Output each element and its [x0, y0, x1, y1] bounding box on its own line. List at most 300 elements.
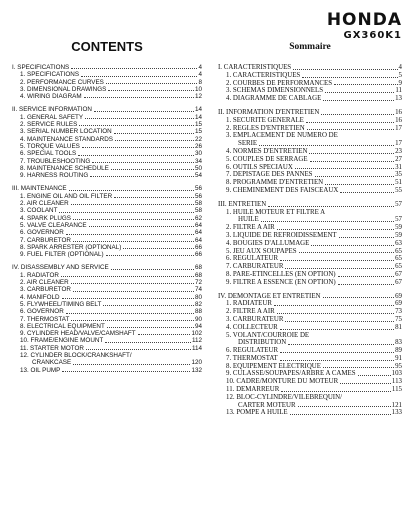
toc-entry — [12, 143, 202, 150]
sommaire-column — [218, 40, 402, 423]
dot-leader — [106, 255, 194, 256]
toc-section-heading — [218, 293, 402, 301]
dot-leader — [315, 176, 395, 177]
dot-leader — [293, 69, 397, 70]
dot-leader — [71, 283, 194, 284]
dot-leader — [323, 297, 395, 298]
toc-page-number: 62 — [194, 214, 202, 222]
toc-entry — [218, 156, 402, 164]
toc-page-number: 27 — [395, 155, 402, 163]
toc-page-number: 91 — [395, 354, 402, 362]
toc-page-number: 4 — [198, 71, 202, 79]
toc-page-number: 68 — [194, 271, 202, 279]
toc-page-number: 94 — [194, 322, 202, 330]
dot-leader — [323, 367, 394, 368]
dot-leader — [277, 313, 394, 314]
toc-entry — [218, 171, 402, 179]
dot-leader — [105, 342, 191, 343]
dot-leader — [280, 329, 394, 330]
toc-entry-label: 1. SPECIFICATIONS — [20, 71, 80, 79]
toc-section — [12, 264, 202, 373]
dot-leader — [306, 122, 394, 123]
toc-entry — [12, 294, 202, 301]
toc-entry-label: 8. ELECTRICAL EQUIPMENT — [20, 322, 105, 330]
dot-leader — [280, 352, 394, 353]
dot-leader — [73, 291, 194, 292]
toc-section-heading — [12, 106, 202, 113]
toc-page-number: 90 — [194, 315, 202, 323]
toc-section — [218, 201, 402, 287]
toc-entry — [218, 271, 402, 279]
toc-entry-label: IV. DISASSEMBLY AND SERVICE — [12, 264, 109, 272]
dot-leader — [81, 76, 197, 77]
toc-entry — [218, 402, 402, 410]
toc-entry-label: 2. REGLES D'ENTRETIEN — [226, 124, 305, 132]
toc-entry-label: 3. CARBURATEUR — [226, 315, 284, 323]
toc-page-number: 112 — [191, 337, 202, 345]
toc-page-number: 64 — [194, 229, 202, 237]
toc-entry — [218, 140, 402, 148]
toc-page-number: 67 — [395, 278, 402, 286]
toc-entry — [12, 301, 202, 308]
toc-page-number: 120 — [191, 359, 202, 367]
toc-page-number: 63 — [395, 239, 402, 247]
toc-entry-label: 3. LIQUIDE DE REFROIDISSEMENT — [226, 231, 337, 239]
dot-leader — [280, 360, 394, 361]
dot-leader — [61, 276, 194, 277]
toc-entry — [12, 193, 202, 200]
toc-page-number: 15 — [194, 121, 202, 129]
toc-page-number: 10 — [194, 85, 202, 93]
toc-entry — [218, 409, 402, 417]
toc-entry — [218, 332, 402, 340]
toc-entry — [218, 370, 402, 378]
toc-entry — [218, 224, 402, 232]
toc-entry-label: 1. CARACTERISTIQUES — [226, 71, 301, 79]
toc-entry — [218, 300, 402, 308]
dot-leader — [298, 406, 391, 407]
dot-leader — [340, 383, 391, 384]
dot-leader — [321, 114, 394, 115]
toc-entry-label: 2. AIR CLEANER — [20, 279, 69, 287]
toc-entry-label: 12. BLOC-CYLINDRE/VILEBREQUIN/ — [226, 393, 342, 401]
toc-page-number: 22 — [194, 135, 202, 143]
toc-page-number: 58 — [194, 207, 202, 215]
toc-section — [218, 293, 402, 418]
toc-page-number: 132 — [191, 366, 202, 374]
toc-entry — [218, 316, 402, 324]
dot-leader — [285, 321, 394, 322]
dot-leader — [69, 190, 194, 191]
dot-leader — [268, 206, 394, 207]
toc-page-number: 68 — [194, 264, 202, 272]
toc-entry-label: CARTER MOTEUR — [238, 401, 296, 409]
dot-leader — [90, 176, 194, 177]
dot-leader — [79, 125, 194, 126]
dot-leader — [114, 197, 194, 198]
toc-page-number: 16 — [395, 116, 402, 124]
toc-page-number: 81 — [395, 323, 402, 331]
toc-page-number: 9 — [398, 79, 402, 87]
toc-entry-label: 9. CHEMINEMENT DES FAISCEAUX — [226, 186, 339, 194]
toc-entry-label: 2. AIR CLEANER — [20, 200, 69, 208]
toc-page-number: 75 — [395, 315, 402, 323]
toc-page-number: 82 — [194, 300, 202, 308]
toc-section-heading — [12, 185, 202, 192]
toc-section-heading — [218, 201, 402, 209]
toc-entry — [12, 121, 202, 128]
toc-page-number: 65 — [395, 263, 402, 271]
toc-page-number: 65 — [395, 247, 402, 255]
toc-entry — [218, 72, 402, 80]
toc-entry-label: 9. HARNESS ROUTING — [20, 172, 89, 180]
toc-entry — [218, 148, 402, 156]
toc-entry — [218, 232, 402, 240]
toc-entry-label: 7. THERMOSTAT — [20, 315, 70, 323]
toc-page-number: 13 — [395, 95, 402, 103]
toc-entry-label: 4. WIRING DIAGRAM — [20, 93, 82, 101]
toc-entry — [218, 324, 402, 332]
toc-page-number: 133 — [391, 409, 402, 417]
toc-entry-label: 13. POMPE A HUILE — [226, 409, 288, 417]
dot-leader — [325, 184, 394, 185]
dot-leader — [290, 414, 391, 415]
toc-page-number: 72 — [194, 279, 202, 287]
toc-page-number: 67 — [395, 270, 402, 278]
toc-entry — [12, 244, 202, 251]
toc-entry — [12, 272, 202, 279]
dot-leader — [338, 276, 395, 277]
toc-entry-label: 4. DIAGRAMME DE CABLAGE — [226, 95, 322, 103]
dot-leader — [78, 155, 194, 156]
toc-entry-label: 4. NORMES D'ENTRETIEN — [226, 147, 308, 155]
toc-entry — [218, 125, 402, 133]
toc-page-number: 89 — [395, 347, 402, 355]
toc-entry — [218, 386, 402, 394]
toc-entry — [218, 363, 402, 371]
dot-leader — [71, 204, 194, 205]
contents-column — [12, 40, 202, 380]
toc-entry — [218, 279, 402, 287]
toc-entry — [12, 279, 202, 286]
toc-entry-label: 8. SPARK ARRESTER (OPTIONAL) — [20, 243, 122, 251]
toc-entry-label: 3. EMPLACEMENT DE NUMERO DE — [226, 132, 338, 140]
toc-entry — [12, 165, 202, 172]
toc-entry — [12, 71, 202, 78]
dot-leader — [62, 298, 194, 299]
dot-leader — [106, 83, 198, 84]
toc-page-number: 31 — [395, 163, 402, 171]
toc-section-heading — [218, 109, 402, 117]
dot-leader — [138, 334, 191, 335]
dot-leader — [85, 118, 194, 119]
toc-entry — [218, 132, 402, 140]
toc-entry-label: 1. SECURITE GENERALE — [226, 116, 304, 124]
toc-entry-label: I. SPECIFICATIONS — [12, 64, 70, 71]
toc-entry-label: DISTRIBUTION — [238, 339, 287, 347]
toc-page-number: 57 — [395, 200, 402, 208]
dot-leader — [108, 90, 194, 91]
toc-entry — [218, 255, 402, 263]
toc-entry-label: 10. CADRE/MONTURE DU MOTEUR — [226, 378, 339, 386]
toc-entry-label: 1. HUILE MOTEUR ET FILTRE A — [226, 208, 326, 216]
dot-leader — [358, 375, 391, 376]
dot-leader — [302, 77, 397, 78]
toc-entry — [218, 117, 402, 125]
toc-entry — [12, 359, 202, 366]
toc-entry — [12, 136, 202, 143]
honda-logo: HONDA — [326, 10, 402, 30]
toc-entry-label: 7. CARBURETOR — [20, 236, 71, 244]
toc-entry — [218, 95, 402, 103]
toc-entry — [12, 229, 202, 236]
toc-entry-label: 4. MANIFOLD — [20, 293, 60, 301]
toc-entry-label: 1. RADIATOR — [20, 271, 59, 279]
toc-page-number: 65 — [395, 255, 402, 263]
toc-page-number: 56 — [194, 185, 202, 193]
toc-page-number: 50 — [194, 164, 202, 172]
toc-page-number: 14 — [194, 106, 202, 114]
dot-leader — [261, 221, 394, 222]
toc-page-number: 14 — [194, 113, 202, 121]
toc-entry-label: 10. FRAME/ENGINE MOUNT — [20, 337, 104, 345]
toc-section — [12, 64, 202, 100]
toc-entry-label: 2. SERVICE RULES — [20, 121, 78, 129]
toc-entry — [218, 378, 402, 386]
dot-leader — [71, 320, 194, 321]
dot-leader — [339, 237, 394, 238]
toc-entry — [12, 79, 202, 86]
toc-entry — [12, 237, 202, 244]
toc-entry — [218, 80, 402, 88]
dot-leader — [92, 162, 194, 163]
toc-entry-label: 13. OIL PUMP — [20, 366, 61, 374]
dot-leader — [338, 284, 394, 285]
contents-sections — [12, 64, 202, 374]
dot-leader — [311, 245, 394, 246]
toc-page-number: 54 — [194, 172, 202, 180]
toc-entry-label: IV. DEMONTAGE ET ENTRETIEN — [218, 292, 321, 300]
dot-leader — [323, 100, 394, 101]
dot-leader — [280, 260, 394, 261]
toc-entry-label: 7. THERMOSTAT — [226, 354, 278, 362]
toc-entry-label: 3. CARBURETOR — [20, 286, 71, 294]
toc-entry — [12, 330, 202, 337]
toc-entry-label: I. CARACTERISTIQUES — [218, 64, 292, 71]
toc-entry-label: 6. SPECIAL TOOLS — [20, 150, 77, 158]
dot-leader — [66, 313, 194, 314]
toc-entry — [218, 394, 402, 402]
toc-page-number: 57 — [395, 216, 402, 224]
toc-entry-label: 2. FILTRE A AIR — [226, 308, 275, 316]
toc-page-number: 69 — [395, 292, 402, 300]
toc-entry-label: 8. MAINTENANCE SCHEDULE — [20, 164, 109, 172]
dot-leader — [325, 92, 394, 93]
toc-entry — [218, 216, 402, 224]
dot-leader — [107, 327, 194, 328]
toc-entry-label: 5. VALVE CLEARANCE — [20, 221, 87, 229]
toc-page-number: 80 — [194, 293, 202, 301]
dot-leader — [309, 153, 394, 154]
toc-entry-label: 2. COURBES DE PERFORMANCES — [226, 79, 333, 87]
dot-leader — [59, 212, 194, 213]
toc-page-number: 23 — [395, 147, 402, 155]
toc-section — [12, 185, 202, 258]
toc-entry-label: 6. OUTILS SPECIAUX — [226, 163, 293, 171]
toc-page-number: 59 — [395, 231, 402, 239]
toc-entry — [218, 179, 402, 187]
toc-entry — [12, 200, 202, 207]
toc-page-number: 17 — [395, 124, 402, 132]
toc-page-number: 4 — [198, 64, 202, 71]
dot-leader — [84, 97, 194, 98]
toc-entry — [12, 222, 202, 229]
toc-page-number: 51 — [395, 179, 402, 187]
toc-page-number: 114 — [191, 344, 202, 352]
toc-entry-label: 7. TROUBLESHOOTING — [20, 157, 91, 165]
toc-entry-label: 1. GENERAL SAFETY — [20, 113, 84, 121]
toc-entry — [218, 240, 402, 248]
toc-section — [218, 109, 402, 195]
toc-section — [12, 106, 202, 179]
toc-entry-label: 2. FILTRE A AIR — [226, 224, 275, 232]
toc-entry — [218, 187, 402, 195]
toc-entry-label: 8. PARE-ETINCELLES (EN OPTION) — [226, 270, 336, 278]
toc-page-number: 17 — [395, 140, 402, 148]
toc-entry — [12, 158, 202, 165]
toc-page-number: 35 — [395, 171, 402, 179]
toc-entry — [12, 114, 202, 121]
dot-leader — [295, 168, 394, 169]
toc-entry-label: 5. VOLANT/COURROIE DE — [226, 331, 310, 339]
toc-entry-label: 5. JEU AUX SOUPAPES — [226, 247, 297, 255]
toc-page-number: 12 — [194, 93, 202, 101]
toc-page-number: 15 — [194, 128, 202, 136]
dot-leader — [259, 145, 394, 146]
toc-page-number: 26 — [194, 142, 202, 150]
toc-page-number: 69 — [395, 300, 402, 308]
dot-leader — [307, 129, 394, 130]
toc-page-number: 66 — [194, 243, 202, 251]
toc-entry — [12, 367, 202, 374]
dot-leader — [334, 84, 397, 85]
toc-entry — [12, 286, 202, 293]
toc-entry-label: 11. DEMARREUR — [226, 386, 280, 394]
dot-leader — [94, 111, 194, 112]
dot-leader — [310, 161, 395, 162]
dot-leader — [73, 241, 194, 242]
toc-entry — [12, 207, 202, 214]
toc-entry-label: 8. PROGRAMME D'ENTRETIEN — [226, 179, 324, 187]
sommaire-sections — [218, 64, 402, 417]
dot-leader — [340, 192, 394, 193]
toc-entry-label: 3. DIMENSIONAL DRAWINGS — [20, 85, 107, 93]
toc-page-number: 113 — [391, 378, 402, 386]
toc-entry-label: 7. CARBURATEUR — [226, 263, 284, 271]
toc-entry-label: III. ENTRETIEN — [218, 200, 267, 208]
toc-entry-label: II. INFORMATION D'ENTRETIEN — [218, 108, 320, 116]
toc-entry — [12, 316, 202, 323]
dot-leader — [73, 219, 194, 220]
toc-page-number: 30 — [194, 150, 202, 158]
toc-page-number: 102 — [191, 330, 202, 338]
toc-entry-label: 2. PERFORMANCE CURVES — [20, 78, 104, 86]
dot-leader — [111, 269, 194, 270]
toc-page-number: 64 — [194, 221, 202, 229]
contents-title: CONTENTS — [71, 39, 143, 54]
dot-leader — [281, 391, 391, 392]
toc-page-number: 59 — [395, 224, 402, 232]
toc-entry-label: SERIE — [238, 140, 258, 148]
toc-entry-label: CRANKCASE — [32, 359, 72, 367]
toc-page-number: 88 — [194, 308, 202, 316]
toc-entry-label: 4. SPARK PLUGS — [20, 214, 71, 222]
toc-entry — [12, 172, 202, 179]
dot-leader — [66, 234, 194, 235]
toc-entry — [218, 248, 402, 256]
toc-entry-label: 1. ENGINE OIL AND OIL FILTER — [20, 192, 113, 200]
toc-entry — [12, 150, 202, 157]
toc-entry — [218, 164, 402, 172]
toc-entry — [12, 128, 202, 135]
toc-entry-label: 3. SCHEMAS DIMENSIONNELS — [226, 87, 324, 95]
dot-leader — [285, 268, 394, 269]
toc-page-number: 8 — [198, 78, 202, 86]
toc-entry — [218, 339, 402, 347]
toc-entry-label: 9. CYLINDER HEAD/VALVE/CAMSHAFT — [20, 330, 136, 338]
dot-leader — [73, 364, 190, 365]
toc-entry-label: 12. CYLINDER BLOCK/CRANKSHAFT/ — [20, 351, 132, 359]
dot-leader — [111, 169, 194, 170]
toc-entry-label: 4. MAINTENANCE STANDARDS — [20, 135, 113, 143]
toc-entry-label: 3. COOLANT — [20, 207, 58, 215]
toc-entry-label: 1. RADIATEUR — [226, 300, 272, 308]
toc-entry — [12, 352, 202, 359]
dot-leader — [288, 344, 394, 345]
toc-entry — [218, 263, 402, 271]
toc-section-heading — [12, 264, 202, 271]
toc-page-number: 55 — [395, 186, 402, 194]
toc-entry — [218, 347, 402, 355]
dot-leader — [274, 305, 394, 306]
dot-leader — [82, 147, 194, 148]
toc-entry — [218, 308, 402, 316]
toc-entry — [12, 215, 202, 222]
toc-entry-label: 6. GOVERNOR — [20, 229, 64, 237]
dot-leader — [123, 248, 194, 249]
toc-entry — [218, 87, 402, 95]
toc-page-number: 121 — [391, 401, 402, 409]
toc-page-number: 73 — [395, 308, 402, 316]
toc-page-number: 83 — [395, 339, 402, 347]
toc-entry-label: 6. REGULATEUR — [226, 255, 279, 263]
toc-page-number: 103 — [391, 370, 402, 378]
toc-page-number: 4 — [398, 64, 402, 71]
dot-leader — [71, 68, 197, 69]
toc-entry — [12, 93, 202, 100]
toc-entry-label: 4. COLLECTEUR — [226, 323, 278, 331]
toc-entry — [218, 209, 402, 217]
dot-leader — [299, 252, 395, 253]
dot-leader — [277, 229, 394, 230]
toc-entry-label: 11. STARTER MOTOR — [20, 344, 84, 352]
toc-entry — [12, 86, 202, 93]
dot-leader — [115, 140, 194, 141]
toc-entry — [12, 337, 202, 344]
sommaire-title: Sommaire — [289, 42, 331, 52]
toc-entry — [12, 345, 202, 352]
toc-entry-label: 9. FUEL FILTER (OPTIONAL) — [20, 251, 104, 259]
